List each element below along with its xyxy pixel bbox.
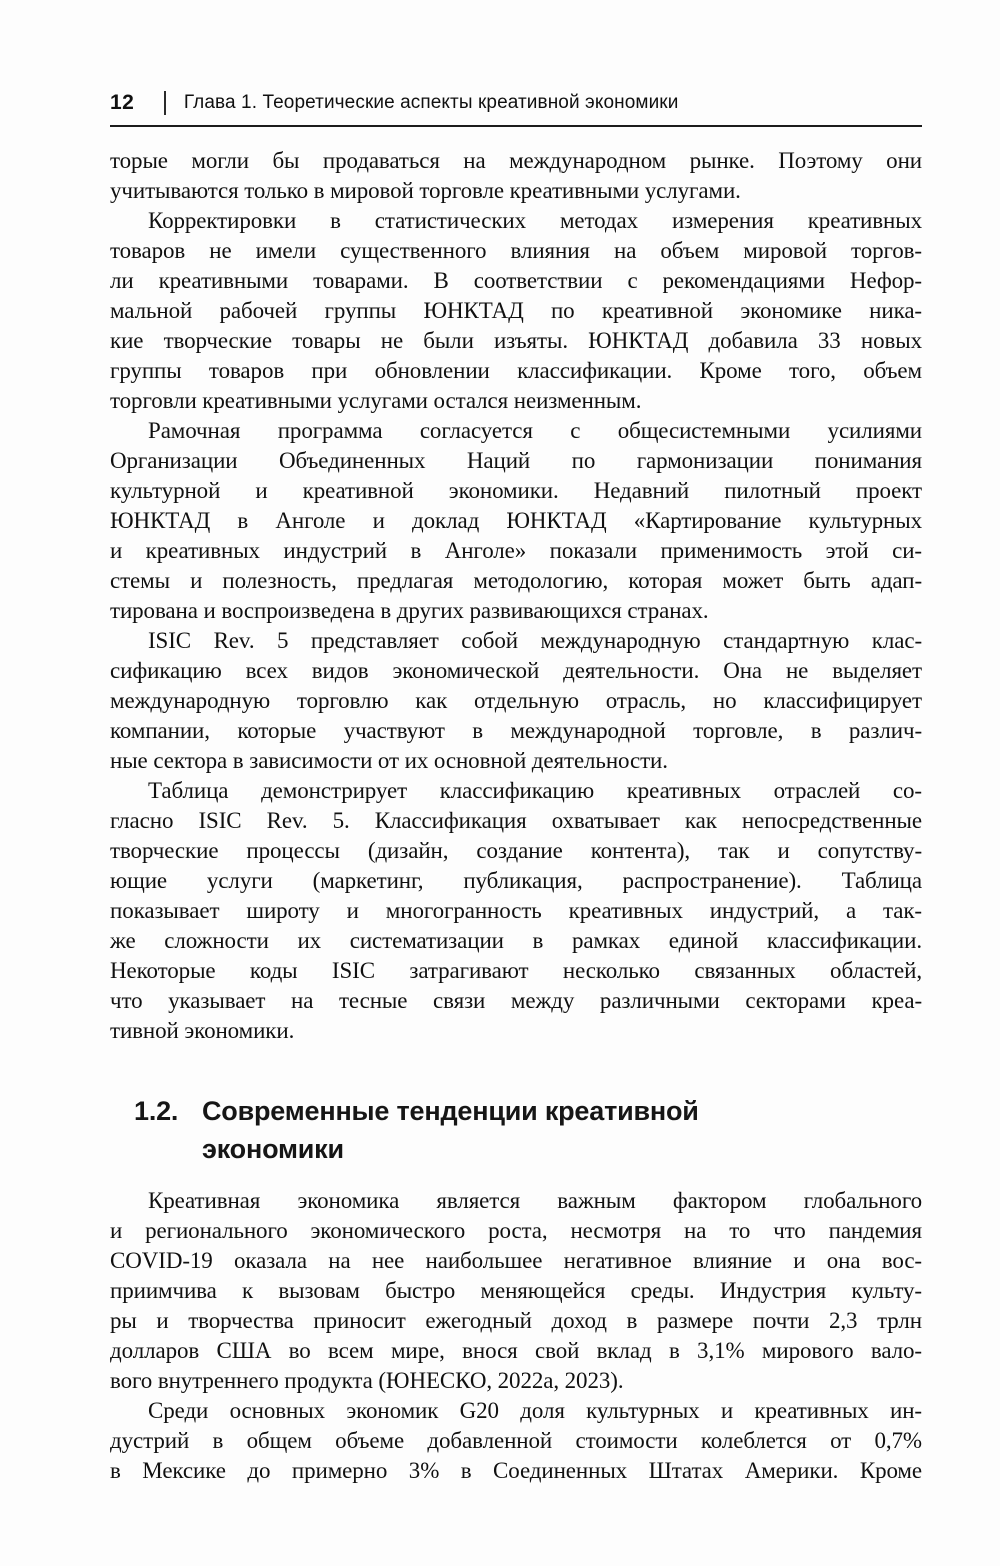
text-line: и регионального экономического роста, несмотря на то что пандемия: [110, 1218, 922, 1243]
text-line: дустрий в общем объеме добавленной стоимости колеблется от 0,7%: [110, 1428, 922, 1453]
text-line: Креативная экономика является важным фактором глобального: [148, 1188, 922, 1213]
text-line: же сложности их систематизации в рамках единой классификации.: [110, 928, 922, 953]
body-paragraph: [110, 626, 922, 776]
text-line: Корректировки в статистических методах измерения креативных: [148, 208, 922, 233]
text-line: сификацию всех видов экономической деятельности. Она не выделяет: [110, 658, 922, 683]
text-line: Некоторые коды ISIC затрагивают несколько связанных областей,: [110, 958, 922, 983]
text-line: ры и творчества приносит ежегодный доход в размере почти 2,3 трлн: [110, 1308, 922, 1333]
text-line: в Мексике до примерно 3% в Соединенных Штатах Америки. Кроме: [110, 1458, 922, 1483]
text-line: Среди основных экономик G20 доля культурных и креативных ин-: [148, 1398, 922, 1423]
text-line: стемы и полезность, предлагая методологию, которая может быть адап-: [110, 568, 922, 593]
body-paragraph: [110, 776, 922, 1046]
text-line: и креативных индустрий в Анголе» показали применимость этой си-: [110, 538, 922, 563]
text-line: творческие процессы (дизайн, создание контента), так и сопутству-: [110, 838, 922, 863]
body-paragraph: [110, 206, 922, 416]
section-number: 1.2.: [134, 1096, 179, 1126]
body-paragraph: [110, 146, 922, 206]
text-line: приимчива к вызовам быстро меняющейся среды. Индустрия культу-: [110, 1278, 922, 1303]
text-line: кие творческие товары не были изъяты. ЮНКТАД добавила 33 новых: [110, 328, 922, 353]
text-line: ющие услуги (маркетинг, публикация, распространение). Таблица: [110, 868, 922, 893]
text-line: Рамочная программа согласуется с общесистемными усилиями: [148, 418, 922, 443]
text-line: вого внутреннего продукта (ЮНЕСКО, 2022а, 2023).: [110, 1368, 624, 1393]
running-header: [110, 90, 922, 116]
text-line: тирована и воспроизведена в других развивающихся странах.: [110, 598, 709, 623]
text-line: торые могли бы продаваться на международном рынке. Поэтому они: [110, 148, 922, 173]
text-block-top: [110, 146, 922, 1046]
text-line: группы товаров при обновлении классификации. Кроме того, объем: [110, 358, 922, 383]
text-line: COVID-19 оказала на нее наибольшее негативное влияние и она вос-: [110, 1248, 922, 1273]
text-line: гласно ISIC Rev. 5. Классификация охватывает как непосредственные: [110, 808, 922, 833]
page-number: 12: [110, 91, 135, 114]
text-line: показывает широту и многогранность креативных индустрий, а так-: [110, 898, 922, 923]
text-block-bottom: [110, 1186, 922, 1486]
text-line: международную торговлю как отдельную отрасль, но классифицирует: [110, 688, 922, 713]
text-line: ЮНКТАД в Анголе и доклад ЮНКТАД «Картирование культурных: [110, 508, 922, 533]
text-line: культурной и креативной экономики. Недавний пилотный проект: [110, 478, 922, 503]
text-line: ли креативными товарами. В соответствии с рекомендациями Нефор-: [110, 268, 922, 293]
section-title: [202, 1092, 699, 1168]
header-divider: [164, 91, 166, 115]
text-line: мальной рабочей группы ЮНКТАД по креативной экономике ника-: [110, 298, 922, 323]
text-line: что указывает на тесные связи между различными секторами креа-: [110, 988, 922, 1013]
body-paragraph: [110, 416, 922, 626]
body-paragraph: [110, 1186, 922, 1396]
text-line: тивной экономики.: [110, 1018, 295, 1043]
section-heading: [134, 1092, 922, 1168]
chapter-title: Глава 1. Теоретические аспекты креативной экономики: [183, 92, 679, 113]
text-line: товаров не имели существенного влияния на объем мировой торгов-: [110, 238, 922, 263]
page-body: [110, 146, 922, 1486]
text-line: Таблица демонстрирует классификацию креативных отраслей со-: [148, 778, 922, 803]
text-line: долларов США во всем мире, внося свой вклад в 3,1% мирового вало-: [110, 1338, 922, 1363]
text-line: ные сектора в зависимости от их основной деятельности.: [110, 748, 668, 773]
text-line: торговли креативными услугами остался неизменным.: [110, 388, 642, 413]
text-line: ISIC Rev. 5 представляет собой международную стандартную клас-: [148, 628, 922, 653]
text-line: Организации Объединенных Наций по гармонизации понимания: [110, 448, 922, 473]
text-line: компании, которые участвуют в международной торговле, в различ-: [110, 718, 922, 743]
text-line: учитываются только в мировой торговле креативными услугами.: [110, 178, 741, 203]
section-title-line-1: Современные тенденции креативной: [202, 1096, 699, 1126]
section-title-line-2: экономики: [202, 1134, 344, 1164]
body-paragraph: [110, 1396, 922, 1486]
header-rule: [110, 125, 922, 127]
